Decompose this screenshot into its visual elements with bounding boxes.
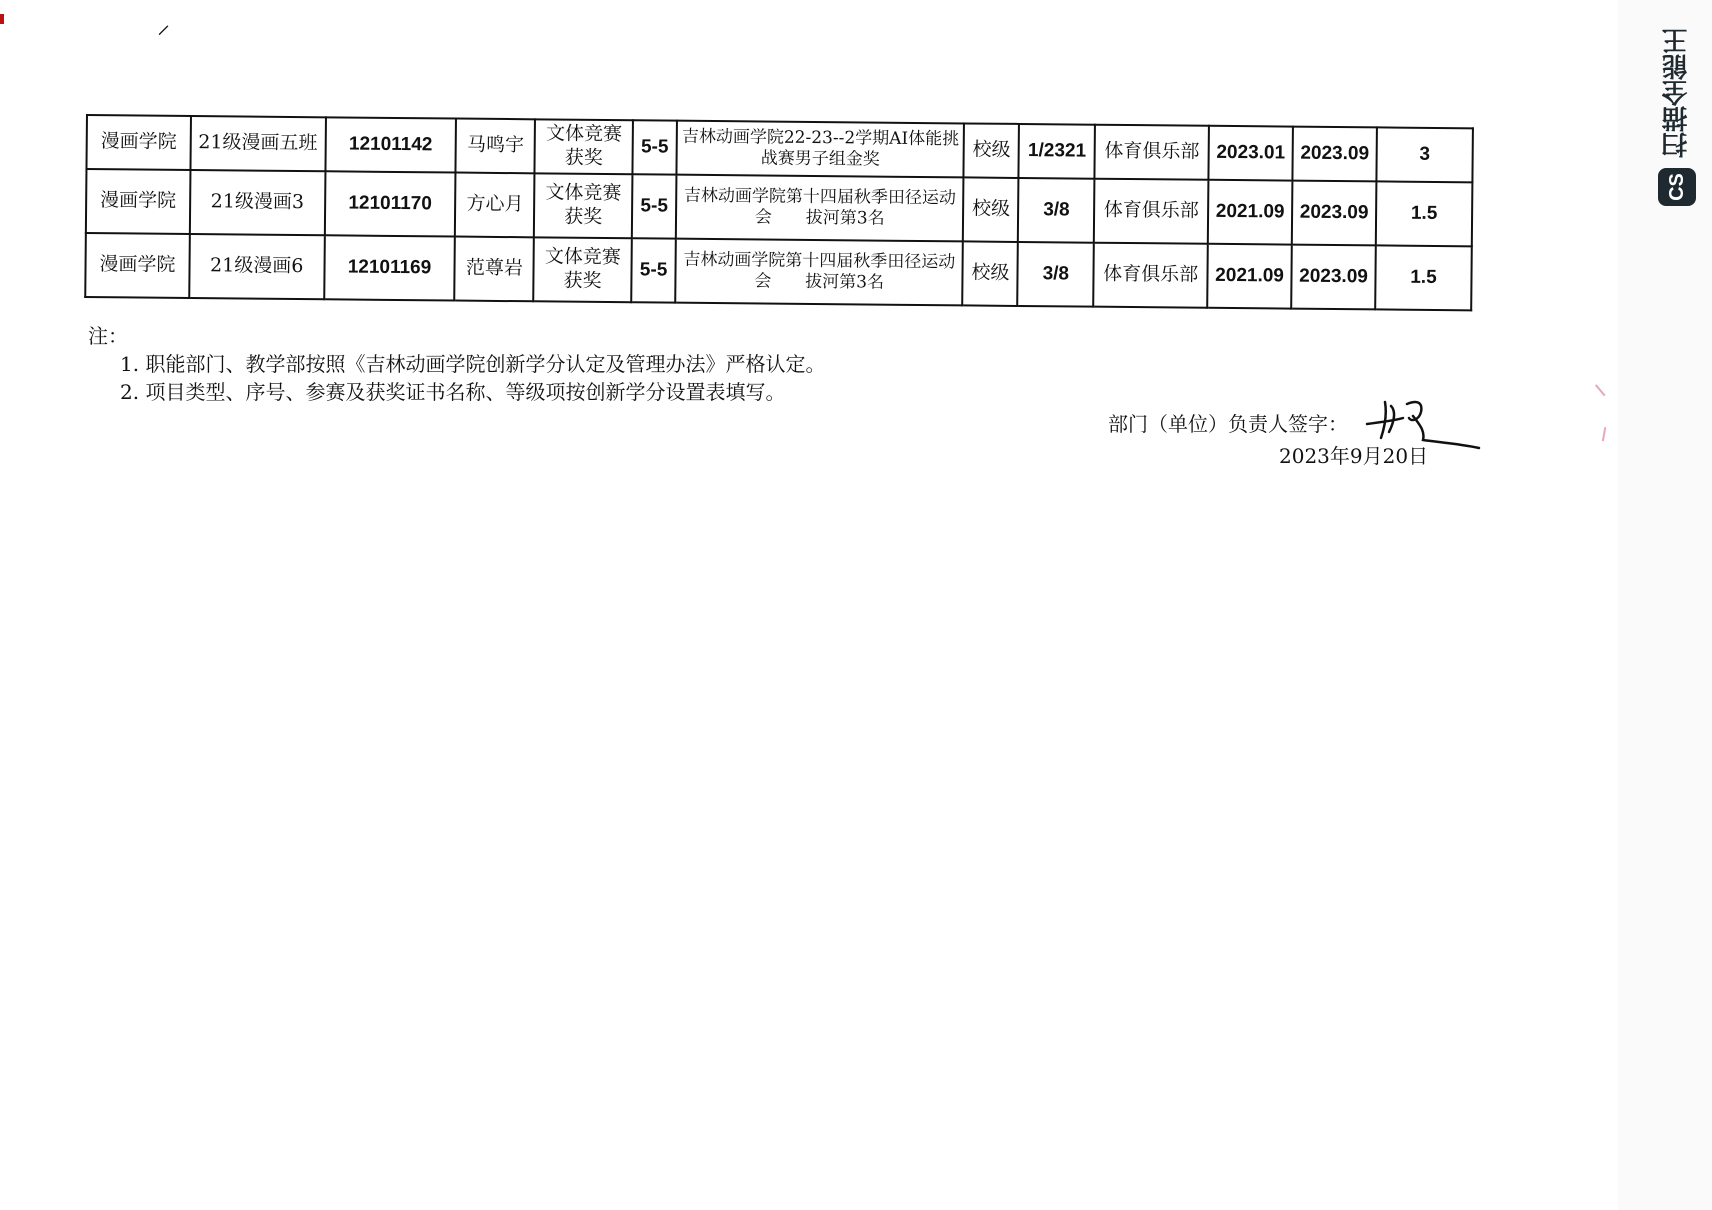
cell-start-date: 2023.01 bbox=[1209, 126, 1293, 181]
cell-project-type: 文体竞赛获奖 bbox=[535, 119, 633, 174]
cell-department: 体育俱乐部 bbox=[1094, 243, 1208, 308]
scanner-logo-icon: CS bbox=[1658, 168, 1696, 206]
cell-level: 校级 bbox=[964, 123, 1019, 178]
table-row bbox=[85, 233, 1472, 310]
scan-artifact-mark bbox=[0, 14, 4, 24]
cell-certificate: 吉林动画学院第十四届秋季田径运动会 拔河第3名 bbox=[676, 175, 964, 242]
cell-project-type: 文体竞赛获奖 bbox=[534, 173, 632, 238]
scanner-brand-text: 扫描全能王 bbox=[1662, 28, 1692, 158]
note-item-2: 2. 项目类型、序号、参赛及获奖证书名称、等级项按创新学分设置表填写。 bbox=[120, 380, 786, 404]
cell-credits: 1.5 bbox=[1375, 245, 1472, 310]
cell-end-date: 2023.09 bbox=[1292, 181, 1377, 246]
cell-college: 漫画学院 bbox=[86, 115, 190, 170]
cell-class: 21级漫画3 bbox=[190, 170, 325, 235]
cell-serial: 5-5 bbox=[633, 120, 677, 174]
cell-credits: 3 bbox=[1376, 127, 1472, 182]
scan-artifact-mark bbox=[1602, 427, 1616, 443]
scan-artifact-hook: ⸝ bbox=[157, 10, 171, 40]
cell-serial: 5-5 bbox=[632, 174, 677, 238]
cell-class: 21级漫画五班 bbox=[190, 116, 325, 171]
cell-certificate: 吉林动画学院第十四届秋季田径运动会 拔河第3名 bbox=[675, 239, 963, 306]
scan-artifact-mark bbox=[1595, 378, 1613, 396]
cell-level: 校级 bbox=[963, 241, 1019, 306]
cell-rank: 3/8 bbox=[1018, 178, 1095, 243]
cell-end-date: 2023.09 bbox=[1291, 245, 1376, 310]
cell-rank: 3/8 bbox=[1018, 242, 1095, 307]
cell-college: 漫画学院 bbox=[85, 233, 189, 298]
cell-end-date: 2023.09 bbox=[1292, 127, 1376, 182]
cell-rank: 1/2321 bbox=[1019, 124, 1095, 179]
notes-heading: 注： bbox=[88, 324, 128, 348]
cell-name: 方心月 bbox=[455, 173, 534, 238]
cell-department: 体育俱乐部 bbox=[1094, 179, 1208, 244]
cell-student-id: 12101142 bbox=[325, 117, 456, 172]
cell-student-id: 12101169 bbox=[324, 235, 455, 300]
cell-name: 范尊岩 bbox=[455, 237, 534, 302]
signature-label: 部门（单位）负责人签字： bbox=[1108, 412, 1348, 436]
cell-department: 体育俱乐部 bbox=[1095, 125, 1209, 180]
handwritten-signature bbox=[1363, 382, 1483, 452]
cell-student-id: 12101170 bbox=[324, 171, 455, 236]
notes-section bbox=[88, 322, 825, 406]
cell-class: 21级漫画6 bbox=[189, 234, 324, 299]
cell-name: 马鸣宇 bbox=[456, 119, 535, 174]
cell-certificate: 吉林动画学院22-23--2学期AI体能挑战赛男子组金奖 bbox=[676, 121, 964, 178]
cell-level: 校级 bbox=[963, 177, 1019, 242]
credit-table bbox=[84, 114, 1474, 311]
cell-start-date: 2021.09 bbox=[1207, 244, 1292, 309]
scanner-watermark bbox=[1658, 28, 1700, 208]
signature-date: 2023年9月20日 bbox=[1279, 444, 1429, 468]
cell-college: 漫画学院 bbox=[86, 169, 190, 234]
cell-serial: 5-5 bbox=[631, 238, 676, 302]
note-item-1: 1. 职能部门、教学部按照《吉林动画学院创新学分认定及管理办法》严格认定。 bbox=[120, 352, 826, 376]
cell-project-type: 文体竞赛获奖 bbox=[534, 237, 632, 302]
cell-credits: 1.5 bbox=[1376, 181, 1473, 246]
cell-start-date: 2021.09 bbox=[1208, 180, 1293, 245]
